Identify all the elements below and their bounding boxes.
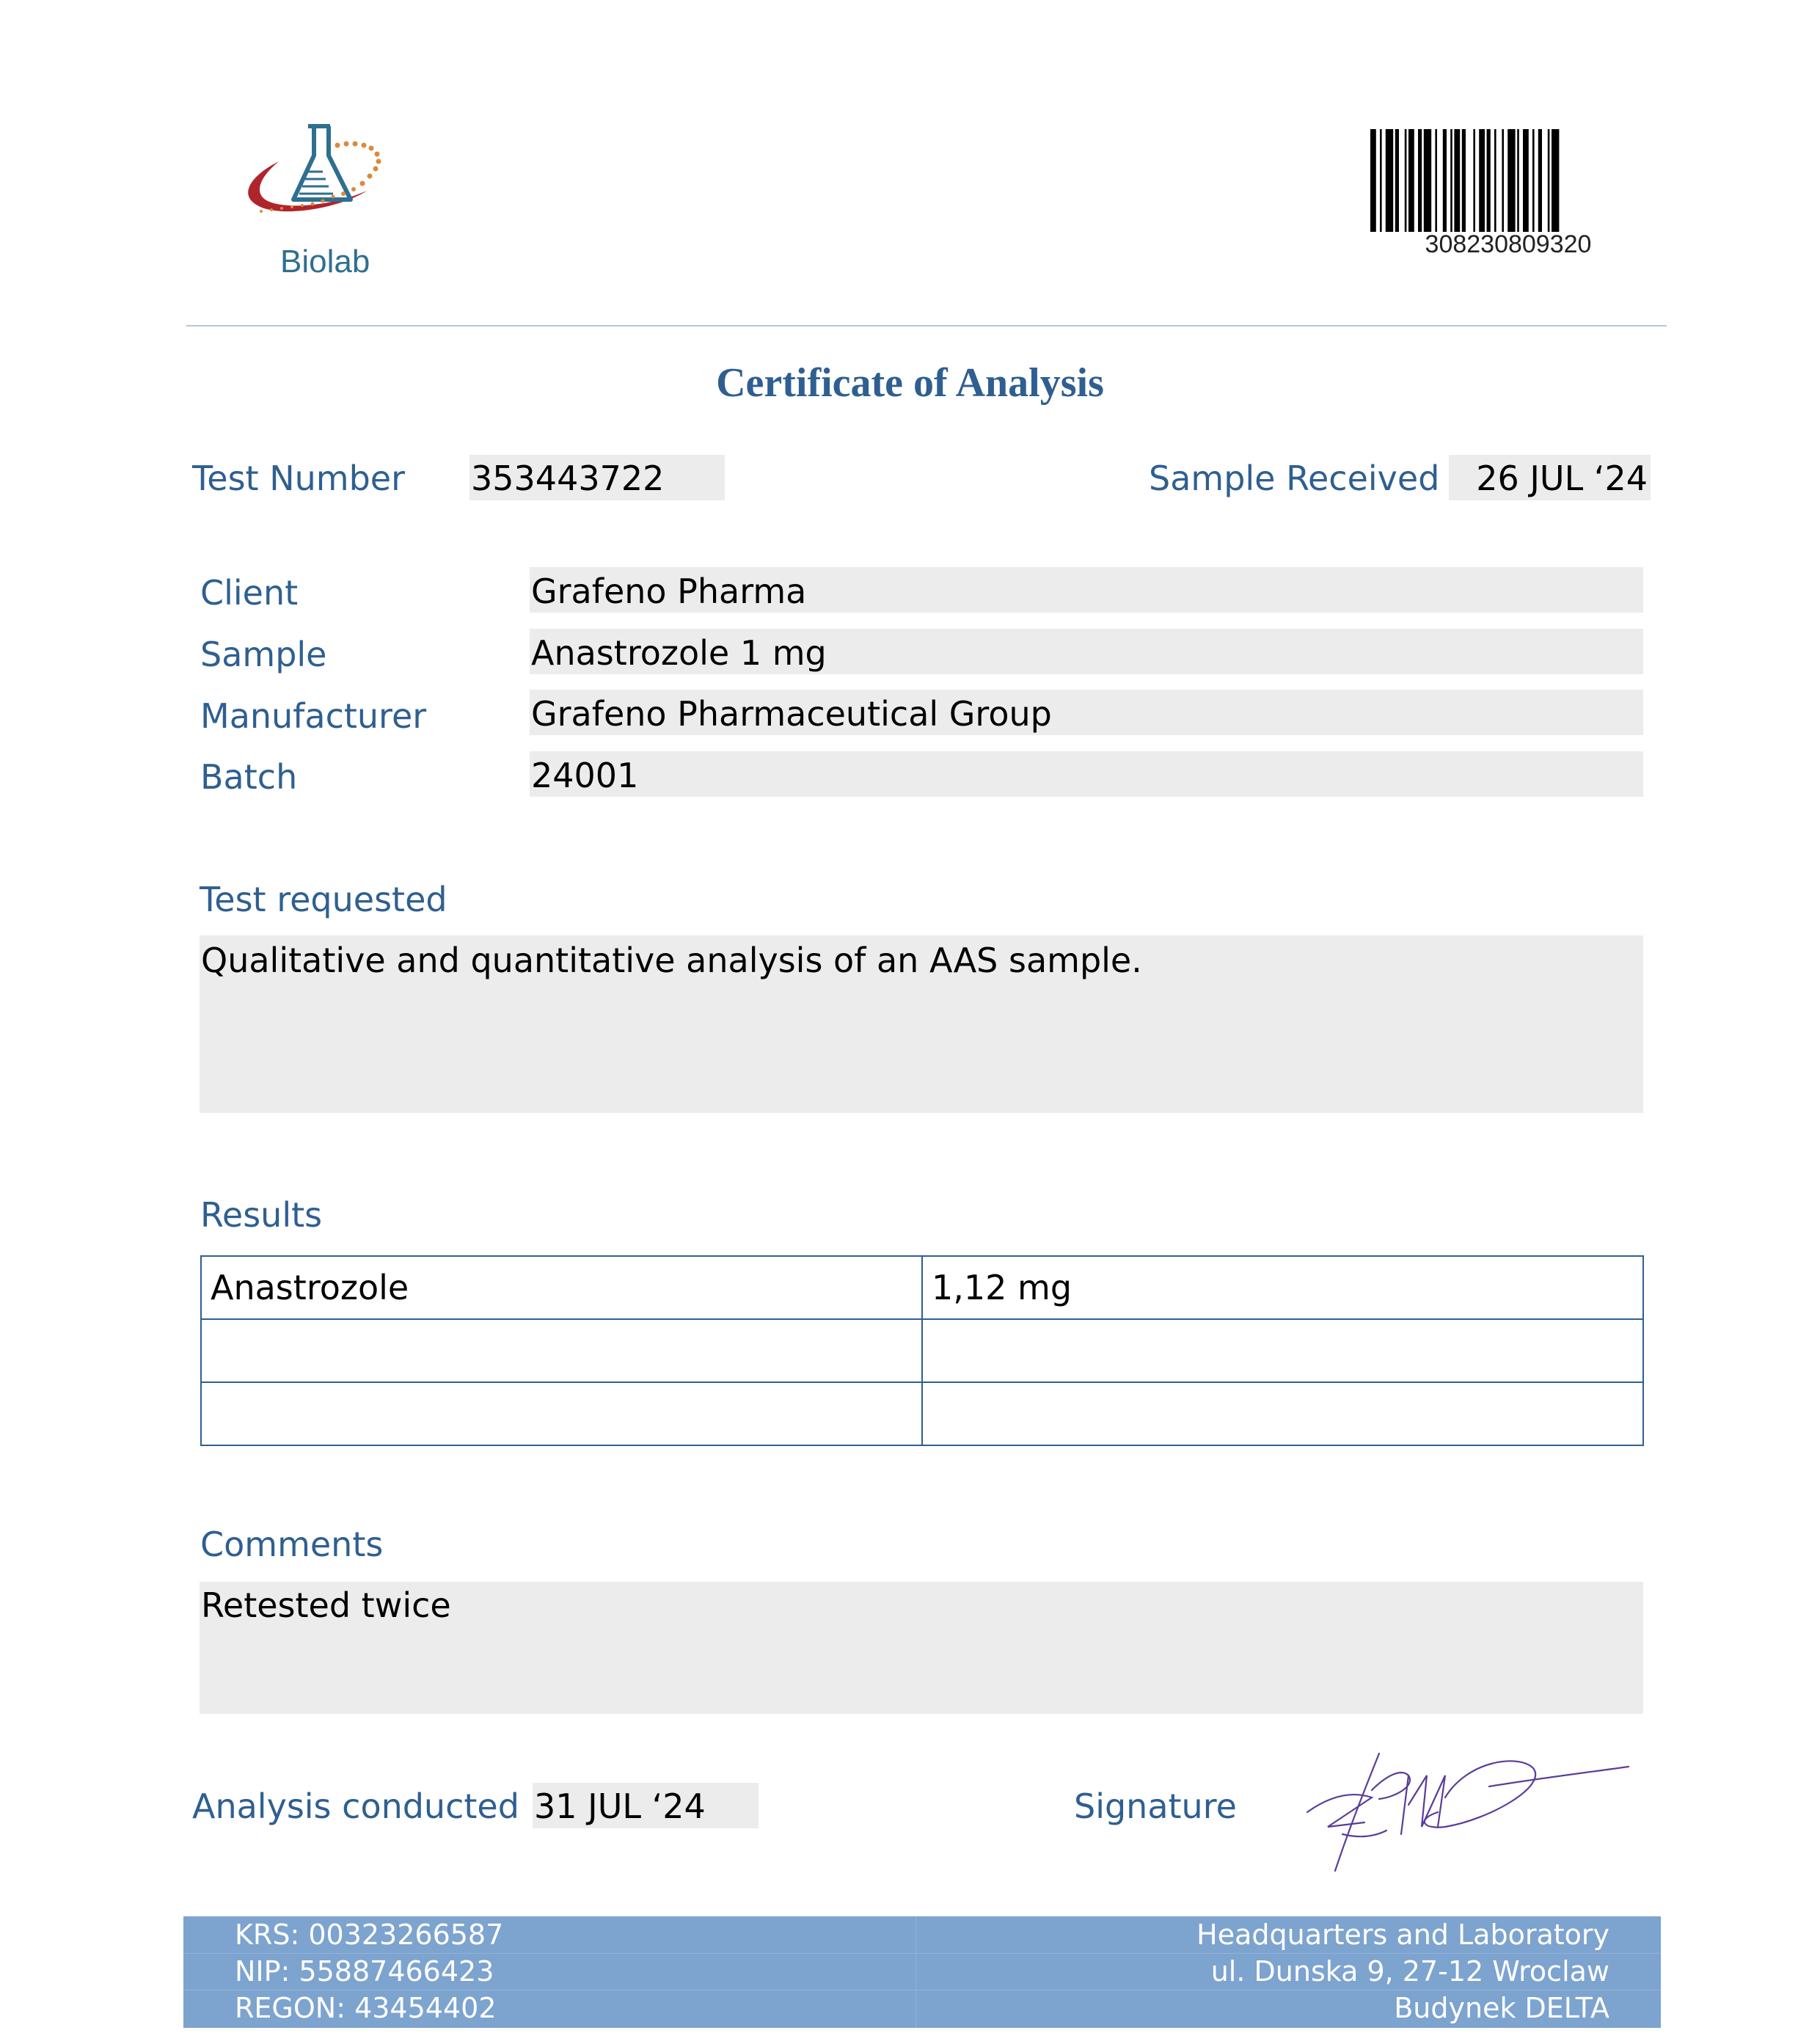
footer-krs: KRS: 00323266587 [235, 1919, 504, 1951]
barcode-bar [1454, 129, 1460, 232]
table-row [201, 1256, 1643, 1319]
barcode-bar [1473, 129, 1475, 232]
sample-received-value: 26 JUL ‘24 [1476, 459, 1648, 498]
barcode-bar [1405, 129, 1407, 232]
test-number-label: Test Number [192, 459, 405, 498]
client-label: Client [200, 573, 299, 613]
footer-bar [183, 1916, 1661, 2028]
footer-regon: REGON: 43454402 [235, 1992, 497, 2024]
barcode-bar [1462, 129, 1466, 232]
result-amount-cell [922, 1382, 1643, 1445]
barcode-bar [1552, 129, 1559, 232]
logo-text: Biolab [280, 244, 370, 280]
analysis-conducted-label: Analysis conducted [192, 1786, 519, 1826]
barcode-bar [1523, 129, 1529, 232]
footer-nip: NIP: 55887466423 [235, 1955, 494, 1988]
sample-received-label: Sample Received [1149, 459, 1440, 498]
comments-label: Comments [200, 1525, 384, 1564]
batch-label: Batch [200, 757, 298, 797]
analysis-conducted-field [533, 1783, 759, 1828]
barcode-bar [1502, 129, 1504, 232]
handwritten-signature [1298, 1746, 1636, 1886]
sample-label: Sample [200, 635, 327, 674]
barcode-bar [1443, 129, 1447, 232]
result-compound-cell [201, 1319, 922, 1382]
barcode-bar [1435, 129, 1437, 232]
barcode-bar [1450, 129, 1452, 232]
manufacturer-label: Manufacturer [200, 696, 427, 736]
document-title: Certificate of Analysis [716, 360, 1104, 406]
barcode-bar [1538, 129, 1542, 232]
barcode [1369, 129, 1648, 261]
test-number-field [469, 455, 725, 500]
barcode-bars [1369, 129, 1648, 235]
comments-value: Retested twice [201, 1585, 451, 1625]
footer-address: ul. Dunska 9, 27-12 Wroclaw [1210, 1955, 1609, 1988]
test-number-value: 353443722 [471, 459, 665, 498]
barcode-bar [1487, 129, 1491, 232]
sample-field [530, 629, 1643, 674]
manufacturer-value: Grafeno Pharmaceutical Group [531, 694, 1052, 734]
barcode-bar [1370, 129, 1376, 232]
test-requested-label: Test requested [200, 880, 447, 919]
comments-field [200, 1582, 1643, 1714]
batch-field [530, 751, 1643, 797]
signature-label: Signature [1074, 1786, 1237, 1826]
barcode-bar [1517, 129, 1519, 232]
test-requested-field [200, 935, 1643, 1113]
barcode-bar [1479, 129, 1485, 232]
results-table [200, 1255, 1644, 1446]
footer-building: Budynek DELTA [1394, 1992, 1609, 2024]
table-row [201, 1382, 1643, 1445]
barcode-bar [1548, 129, 1550, 232]
barcode-bar [1408, 129, 1414, 232]
sample-received-field [1449, 455, 1651, 500]
barcode-bar [1507, 129, 1515, 232]
barcode-bar [1418, 129, 1422, 232]
results-label: Results [200, 1195, 323, 1235]
barcode-bar [1386, 129, 1393, 232]
biolab-logo [235, 117, 411, 293]
analysis-conducted-value: 31 JUL ‘24 [534, 1786, 706, 1826]
test-requested-value: Qualitative and quantitative analysis of an AAS sample. [201, 941, 1142, 980]
header-divider [186, 325, 1667, 326]
barcode-bar [1395, 129, 1399, 232]
result-amount-cell: 1,12 mg [922, 1256, 1643, 1319]
result-compound-cell: Anastrozole [201, 1256, 922, 1319]
client-value: Grafeno Pharma [531, 572, 807, 611]
barcode-bar [1380, 129, 1382, 232]
barcode-number: 308230809320 [1425, 230, 1592, 258]
manufacturer-field [530, 690, 1643, 735]
result-compound-cell [201, 1382, 922, 1445]
result-amount-cell [922, 1319, 1643, 1382]
footer-hq: Headquarters and Laboratory [1196, 1919, 1609, 1951]
barcode-bar [1424, 129, 1431, 232]
barcode-bar [1532, 129, 1535, 232]
client-field [530, 567, 1643, 613]
batch-value: 24001 [531, 756, 639, 795]
flask-logo-icon [235, 117, 411, 235]
table-row [201, 1319, 1643, 1382]
barcode-bar [1494, 129, 1496, 232]
sample-value: Anastrozole 1 mg [531, 633, 827, 673]
